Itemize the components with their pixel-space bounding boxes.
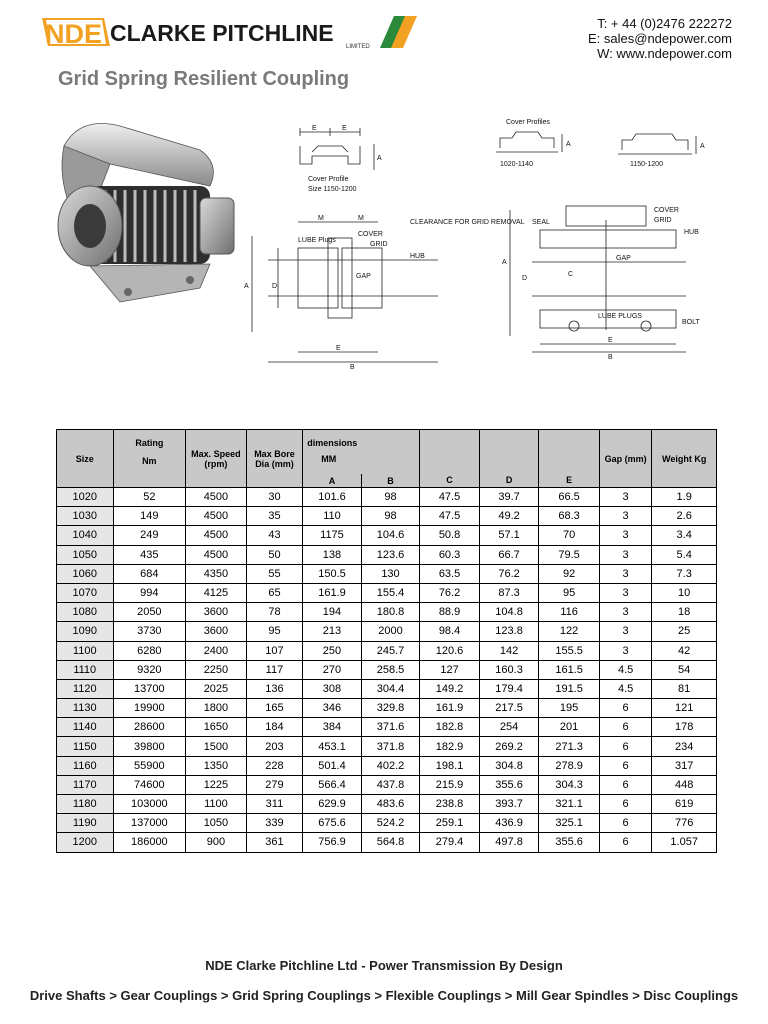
cell-weight: 7.3 — [652, 564, 717, 583]
cell-size: 1090 — [57, 622, 114, 641]
cell-d: 87.3 — [479, 583, 539, 602]
d3-label-e: E — [336, 345, 341, 352]
table-row — [57, 526, 717, 545]
header-rating — [113, 430, 186, 488]
cell-a: 250 — [303, 641, 362, 660]
cell-speed: 1225 — [186, 775, 247, 794]
cell-b: 98 — [361, 507, 420, 526]
cell-bore: 55 — [246, 564, 303, 583]
cell-size: 1190 — [57, 814, 114, 833]
logo-sub: LIMITED — [346, 44, 370, 50]
cell-b: 371.8 — [361, 737, 420, 756]
cell-gap: 6 — [599, 756, 651, 775]
cell-e: 195 — [539, 699, 600, 718]
table-row — [57, 564, 717, 583]
cell-c: 50.8 — [420, 526, 480, 545]
cell-e: 304.3 — [539, 775, 600, 794]
d4-gap: GAP — [616, 255, 631, 262]
cell-c: 63.5 — [420, 564, 480, 583]
cell-size: 1060 — [57, 564, 114, 583]
cell-d: 49.2 — [479, 507, 539, 526]
contact-phone: T: + 44 (0)2476 222272 — [597, 16, 732, 31]
cell-d: 160.3 — [479, 660, 539, 679]
cell-d: 304.8 — [479, 756, 539, 775]
cell-c: 161.9 — [420, 699, 480, 718]
cell-a: 384 — [303, 718, 362, 737]
cell-e: 355.6 — [539, 833, 600, 852]
cell-d: 39.7 — [479, 488, 539, 507]
cell-a: 213 — [303, 622, 362, 641]
d2-label-a1: A — [566, 141, 571, 148]
cell-size: 1160 — [57, 756, 114, 775]
cell-gap: 4.5 — [599, 660, 651, 679]
table-row — [57, 488, 717, 507]
cell-rating: 28600 — [113, 718, 186, 737]
d3-cover: COVER — [358, 231, 383, 238]
cell-rating: 3730 — [113, 622, 186, 641]
cell-weight: 25 — [652, 622, 717, 641]
table-row — [57, 507, 717, 526]
d4-label-e: E — [608, 337, 613, 344]
cell-speed: 4500 — [186, 507, 247, 526]
header-c: C — [420, 430, 480, 488]
cell-rating: 186000 — [113, 833, 186, 852]
cell-c: 88.9 — [420, 603, 480, 622]
cover-profiles-diagram — [492, 116, 724, 172]
d1-label-e1: E — [312, 125, 317, 132]
cell-bore: 30 — [246, 488, 303, 507]
cell-weight: 178 — [652, 718, 717, 737]
logo-company-name: CLARKE PITCHLINE — [110, 20, 334, 46]
cell-speed: 900 — [186, 833, 247, 852]
table-row — [57, 756, 717, 775]
cell-d: 436.9 — [479, 814, 539, 833]
cell-b: 2000 — [361, 622, 420, 641]
cell-weight: 2.6 — [652, 507, 717, 526]
header-dims-line1: dimensions — [307, 438, 358, 448]
d4-cover: COVER — [654, 207, 679, 214]
table-row — [57, 583, 717, 602]
cell-b: 130 — [361, 564, 420, 583]
cell-d: 217.5 — [479, 699, 539, 718]
cell-rating: 2050 — [113, 603, 186, 622]
cell-a: 756.9 — [303, 833, 362, 852]
cell-weight: 234 — [652, 737, 717, 756]
d3-label-m2: M — [358, 215, 364, 222]
cell-b: 329.8 — [361, 699, 420, 718]
cell-a: 346 — [303, 699, 362, 718]
cell-rating: 13700 — [113, 679, 186, 698]
cell-rating: 149 — [113, 507, 186, 526]
d2-range2: 1150-1200 — [630, 161, 663, 168]
cell-b: 180.8 — [361, 603, 420, 622]
footer-product-links: Drive Shafts > Gear Couplings > Grid Spring Couplings > Flexible Couplings > Mill Gear Spindles > Disc Couplings — [29, 988, 739, 1003]
cell-gap: 3 — [599, 564, 651, 583]
d4-label-b: B — [608, 354, 613, 361]
cell-a: 161.9 — [303, 583, 362, 602]
cell-size: 1140 — [57, 718, 114, 737]
cell-weight: 1.9 — [652, 488, 717, 507]
header-rating-line2: Nm — [142, 456, 157, 466]
d4-lube-plugs: LUBE PLUGS — [598, 313, 642, 320]
cell-speed: 1650 — [186, 718, 247, 737]
cell-size: 1100 — [57, 641, 114, 660]
d4-label-d: D — [522, 275, 528, 282]
d4-bolt: BOLT — [682, 319, 700, 326]
cell-rating: 55900 — [113, 756, 186, 775]
cell-b: 371.6 — [361, 718, 420, 737]
logo-nde-text: NDE — [45, 19, 103, 49]
cell-c: 47.5 — [420, 488, 480, 507]
cell-d: 497.8 — [479, 833, 539, 852]
header-e: E — [539, 430, 600, 488]
cell-c: 120.6 — [420, 641, 480, 660]
seal-section-diagram — [496, 200, 728, 360]
cell-speed: 2025 — [186, 679, 247, 698]
cell-a: 110 — [303, 507, 362, 526]
cell-d: 57.1 — [479, 526, 539, 545]
d3-label-b: B — [350, 364, 355, 371]
cell-speed: 1100 — [186, 795, 247, 814]
d1-label-a: A — [377, 155, 382, 162]
cell-gap: 6 — [599, 699, 651, 718]
cell-c: 60.3 — [420, 545, 480, 564]
cell-weight: 619 — [652, 795, 717, 814]
header-dims-line2: MM — [321, 454, 337, 464]
d3-lube-plugs: LUBE Plugs — [298, 237, 336, 244]
cell-b: 258.5 — [361, 660, 420, 679]
header-gap: Gap (mm) — [599, 430, 651, 488]
cell-gap: 6 — [599, 814, 651, 833]
cell-d: 393.7 — [479, 795, 539, 814]
cell-e: 68.3 — [539, 507, 600, 526]
d1-size-range: Size 1150-1200 — [308, 186, 357, 193]
cell-a: 501.4 — [303, 756, 362, 775]
company-logo — [42, 14, 417, 50]
d2-label-a2: A — [700, 143, 705, 150]
cell-bore: 184 — [246, 718, 303, 737]
cell-size: 1180 — [57, 795, 114, 814]
cell-c: 182.9 — [420, 737, 480, 756]
cell-bore: 50 — [246, 545, 303, 564]
cell-b: 402.2 — [361, 756, 420, 775]
d3-label-m1: M — [318, 215, 324, 222]
cell-bore: 361 — [246, 833, 303, 852]
cell-size: 1020 — [57, 488, 114, 507]
cell-size: 1050 — [57, 545, 114, 564]
cell-bore: 136 — [246, 679, 303, 698]
cell-d: 254 — [479, 718, 539, 737]
cell-b: 245.7 — [361, 641, 420, 660]
cell-weight: 1.057 — [652, 833, 717, 852]
d4-seal: SEAL — [532, 219, 550, 226]
header-d: D — [479, 430, 539, 488]
cell-speed: 4125 — [186, 583, 247, 602]
d4-grid: GRID — [654, 217, 672, 224]
cell-size: 1200 — [57, 833, 114, 852]
cell-a: 566.4 — [303, 775, 362, 794]
cell-size: 1130 — [57, 699, 114, 718]
cell-e: 201 — [539, 718, 600, 737]
cell-gap: 6 — [599, 795, 651, 814]
header-rating-line1: Rating — [135, 438, 164, 448]
cell-size: 1150 — [57, 737, 114, 756]
cell-rating: 39800 — [113, 737, 186, 756]
cell-bore: 228 — [246, 756, 303, 775]
d3-grid: GRID — [370, 241, 388, 248]
cell-c: 98.4 — [420, 622, 480, 641]
cell-d: 66.7 — [479, 545, 539, 564]
cell-rating: 9320 — [113, 660, 186, 679]
cell-gap: 3 — [599, 622, 651, 641]
cell-bore: 279 — [246, 775, 303, 794]
cell-weight: 54 — [652, 660, 717, 679]
d3-clearance: CLEARANCE FOR GRID REMOVAL — [410, 219, 525, 226]
cell-gap: 6 — [599, 737, 651, 756]
header-a: A — [303, 474, 362, 488]
cell-speed: 1050 — [186, 814, 247, 833]
table-row — [57, 641, 717, 660]
table-row — [57, 699, 717, 718]
cell-c: 47.5 — [420, 507, 480, 526]
d4-hub: HUB — [684, 229, 699, 236]
contact-block — [588, 16, 732, 61]
cell-weight: 81 — [652, 679, 717, 698]
cell-bore: 117 — [246, 660, 303, 679]
cell-e: 325.1 — [539, 814, 600, 833]
d1-cover-profile: Cover Profile — [308, 176, 349, 183]
d3-label-d: D — [272, 283, 278, 290]
cell-b: 304.4 — [361, 679, 420, 698]
cell-weight: 776 — [652, 814, 717, 833]
cell-bore: 165 — [246, 699, 303, 718]
header-dimensions — [303, 430, 420, 475]
cell-c: 127 — [420, 660, 480, 679]
spec-table-body — [57, 488, 717, 853]
header-speed: Max. Speed (rpm) — [186, 430, 247, 488]
cell-size: 1070 — [57, 583, 114, 602]
cell-b: 437.8 — [361, 775, 420, 794]
d2-range1: 1020-1140 — [500, 161, 533, 168]
cell-c: 149.2 — [420, 679, 480, 698]
cell-gap: 4.5 — [599, 679, 651, 698]
cell-bore: 311 — [246, 795, 303, 814]
cell-speed: 4500 — [186, 545, 247, 564]
cell-b: 98 — [361, 488, 420, 507]
table-row — [57, 660, 717, 679]
cell-weight: 42 — [652, 641, 717, 660]
cell-a: 101.6 — [303, 488, 362, 507]
footer-tagline: NDE Clarke Pitchline Ltd - Power Transmission By Design — [205, 958, 563, 973]
cell-d: 269.2 — [479, 737, 539, 756]
cell-gap: 3 — [599, 488, 651, 507]
cell-rating: 684 — [113, 564, 186, 583]
cell-bore: 107 — [246, 641, 303, 660]
cell-rating: 74600 — [113, 775, 186, 794]
cell-c: 238.8 — [420, 795, 480, 814]
cell-a: 675.6 — [303, 814, 362, 833]
cell-a: 150.5 — [303, 564, 362, 583]
cell-c: 279.4 — [420, 833, 480, 852]
cell-weight: 317 — [652, 756, 717, 775]
cell-gap: 6 — [599, 718, 651, 737]
cell-bore: 65 — [246, 583, 303, 602]
cell-a: 308 — [303, 679, 362, 698]
cell-e: 155.5 — [539, 641, 600, 660]
cell-c: 182.8 — [420, 718, 480, 737]
cell-e: 92 — [539, 564, 600, 583]
contact-web[interactable]: W: www.ndepower.com — [597, 46, 732, 61]
cell-rating: 52 — [113, 488, 186, 507]
cell-e: 122 — [539, 622, 600, 641]
table-row — [57, 775, 717, 794]
cell-size: 1080 — [57, 603, 114, 622]
d4-label-a: A — [502, 259, 507, 266]
cell-weight: 5.4 — [652, 545, 717, 564]
cell-e: 66.5 — [539, 488, 600, 507]
table-row — [57, 545, 717, 564]
table-row — [57, 814, 717, 833]
cell-gap: 3 — [599, 545, 651, 564]
cell-gap: 3 — [599, 526, 651, 545]
cell-rating: 19900 — [113, 699, 186, 718]
cell-gap: 3 — [599, 583, 651, 602]
cell-b: 524.2 — [361, 814, 420, 833]
cell-speed: 2400 — [186, 641, 247, 660]
cell-rating: 6280 — [113, 641, 186, 660]
d3-label-a: A — [244, 283, 249, 290]
header-b: B — [361, 474, 420, 488]
cell-bore: 78 — [246, 603, 303, 622]
cell-e: 79.5 — [539, 545, 600, 564]
cell-gap: 6 — [599, 833, 651, 852]
cell-b: 123.6 — [361, 545, 420, 564]
cell-rating: 249 — [113, 526, 186, 545]
d1-label-e2: E — [342, 125, 347, 132]
cell-a: 1175 — [303, 526, 362, 545]
cell-e: 191.5 — [539, 679, 600, 698]
cell-a: 270 — [303, 660, 362, 679]
cell-bore: 339 — [246, 814, 303, 833]
cell-e: 70 — [539, 526, 600, 545]
table-row — [57, 833, 717, 852]
table-row — [57, 718, 717, 737]
cell-size: 1170 — [57, 775, 114, 794]
cell-rating: 137000 — [113, 814, 186, 833]
cell-d: 179.4 — [479, 679, 539, 698]
table-row — [57, 795, 717, 814]
cell-bore: 203 — [246, 737, 303, 756]
cell-size: 1030 — [57, 507, 114, 526]
header-bore: Max Bore Dia (mm) — [246, 430, 303, 488]
coupling-photo — [50, 116, 240, 318]
d3-hub: HUB — [410, 253, 425, 260]
spec-table — [56, 429, 717, 853]
cell-b: 155.4 — [361, 583, 420, 602]
cell-speed: 4500 — [186, 526, 247, 545]
header-weight: Weight Kg — [652, 430, 717, 488]
cell-speed: 4350 — [186, 564, 247, 583]
cell-rating: 994 — [113, 583, 186, 602]
cell-rating: 435 — [113, 545, 186, 564]
cell-speed: 1800 — [186, 699, 247, 718]
cell-bore: 95 — [246, 622, 303, 641]
cell-e: 271.3 — [539, 737, 600, 756]
d2-title: Cover Profiles — [506, 119, 550, 126]
cell-c: 215.9 — [420, 775, 480, 794]
cell-speed: 4500 — [186, 488, 247, 507]
cell-size: 1120 — [57, 679, 114, 698]
cell-d: 104.8 — [479, 603, 539, 622]
cell-b: 104.6 — [361, 526, 420, 545]
cell-gap: 3 — [599, 507, 651, 526]
cell-speed: 2250 — [186, 660, 247, 679]
cell-speed: 3600 — [186, 622, 247, 641]
cell-gap: 6 — [599, 775, 651, 794]
cell-gap: 3 — [599, 641, 651, 660]
cell-rating: 103000 — [113, 795, 186, 814]
cell-size: 1110 — [57, 660, 114, 679]
cell-a: 138 — [303, 545, 362, 564]
cell-weight: 121 — [652, 699, 717, 718]
cell-a: 194 — [303, 603, 362, 622]
cover-profile-diagram — [290, 120, 410, 198]
cell-d: 142 — [479, 641, 539, 660]
cell-e: 321.1 — [539, 795, 600, 814]
cell-weight: 18 — [652, 603, 717, 622]
cell-weight: 3.4 — [652, 526, 717, 545]
cell-a: 453.1 — [303, 737, 362, 756]
cell-b: 564.8 — [361, 833, 420, 852]
cell-d: 123.8 — [479, 622, 539, 641]
cell-a: 629.9 — [303, 795, 362, 814]
cell-gap: 3 — [599, 603, 651, 622]
cell-c: 198.1 — [420, 756, 480, 775]
cell-size: 1040 — [57, 526, 114, 545]
sectional-diagram — [238, 212, 525, 371]
cell-bore: 43 — [246, 526, 303, 545]
cell-weight: 10 — [652, 583, 717, 602]
cell-e: 116 — [539, 603, 600, 622]
cell-b: 483.6 — [361, 795, 420, 814]
cell-c: 259.1 — [420, 814, 480, 833]
cell-speed: 3600 — [186, 603, 247, 622]
cell-e: 278.9 — [539, 756, 600, 775]
cell-e: 95 — [539, 583, 600, 602]
d3-gap: GAP — [356, 273, 371, 280]
cell-weight: 448 — [652, 775, 717, 794]
contact-email[interactable]: E: sales@ndepower.com — [588, 31, 732, 46]
table-row — [57, 603, 717, 622]
page-title: Grid Spring Resilient Coupling — [58, 68, 350, 90]
cell-c: 76.2 — [420, 583, 480, 602]
cell-d: 76.2 — [479, 564, 539, 583]
header-size: Size — [57, 430, 114, 488]
table-row — [57, 622, 717, 641]
cell-e: 161.5 — [539, 660, 600, 679]
d4-label-c: C — [568, 271, 574, 278]
table-row — [57, 737, 717, 756]
cell-d: 355.6 — [479, 775, 539, 794]
cell-speed: 1350 — [186, 756, 247, 775]
cell-bore: 35 — [246, 507, 303, 526]
table-row — [57, 679, 717, 698]
cell-speed: 1500 — [186, 737, 247, 756]
